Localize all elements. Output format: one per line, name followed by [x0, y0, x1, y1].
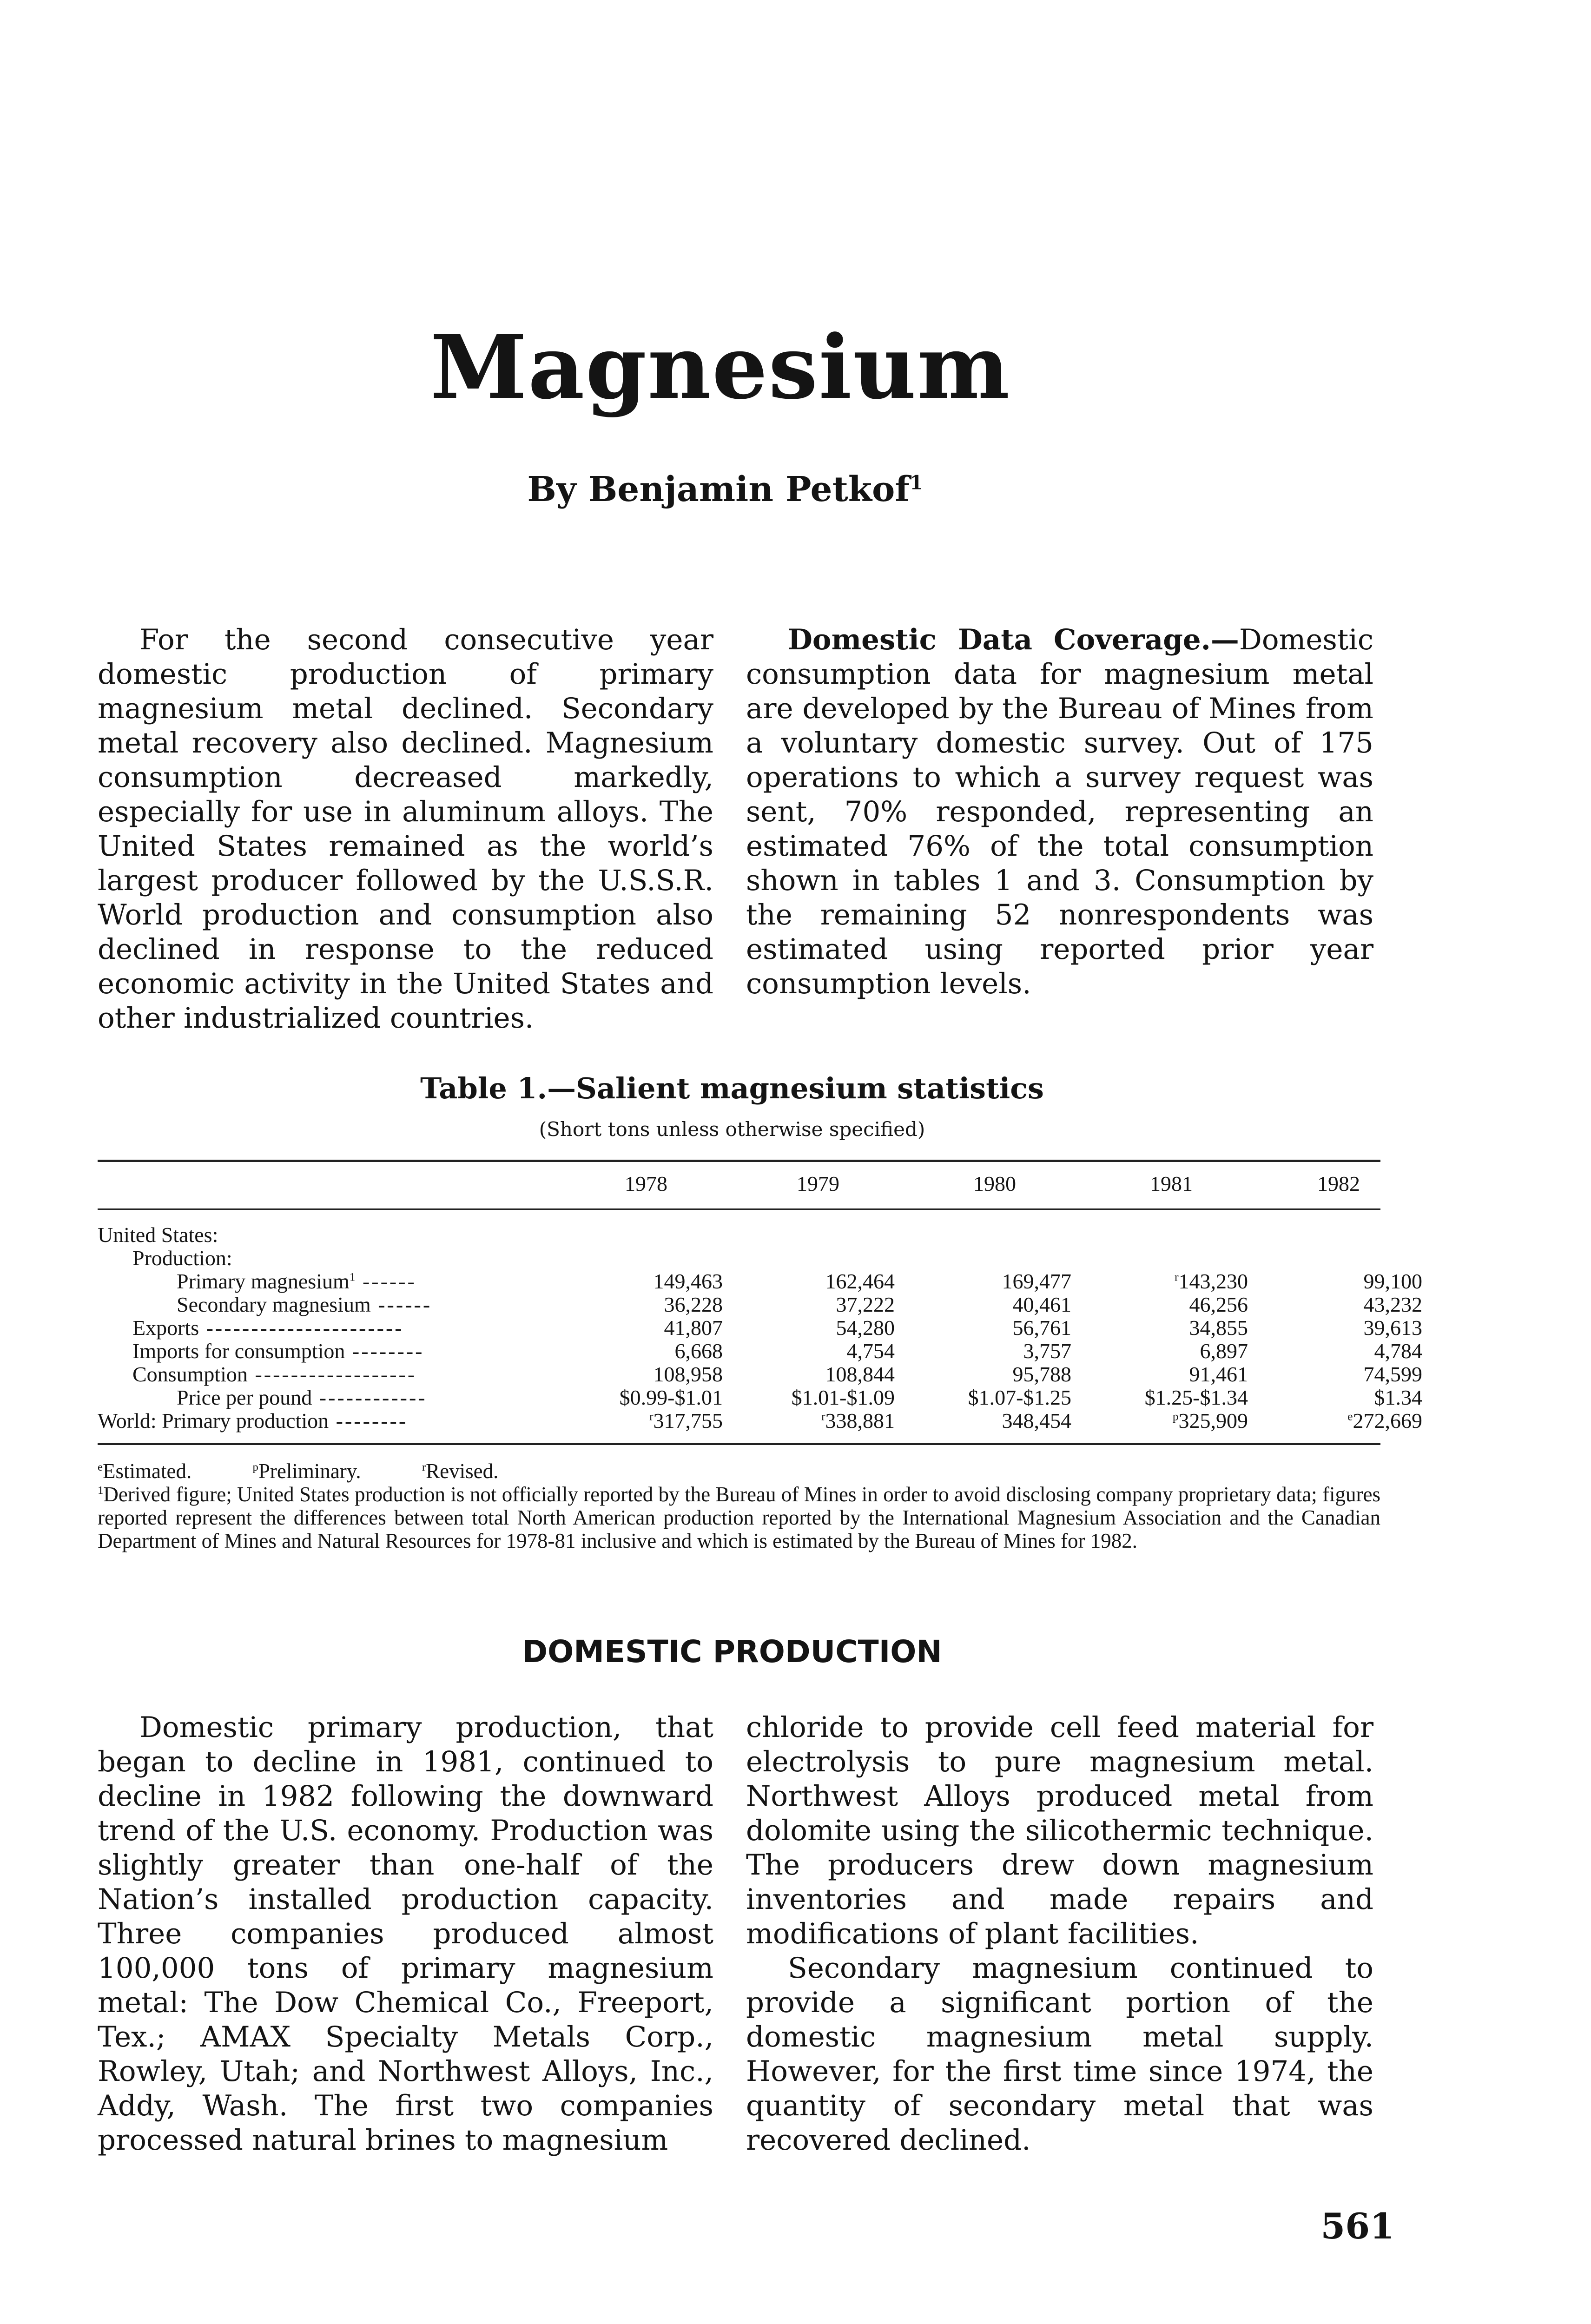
intro-column-left [98, 623, 713, 1036]
year-header-1979: 1979 [797, 1172, 839, 1195]
table-cell: $1.07-$1.25 [968, 1386, 1071, 1409]
table-cell: $1.34 [1374, 1386, 1422, 1409]
table-cell: $^e$272,669 [1347, 1409, 1422, 1433]
row-label-world-primary-production: World: Primary production -------- [98, 1409, 408, 1433]
table-top-rule [98, 1160, 1380, 1162]
production-paragraph-part2: chloride to provide cell feed material for electrolysis to pure magnesium metal. Northwest Alloys produced metal from dolomite using the silicothermic technique. The producers drew down magnesium inventories and made repairs and modifications of plant facilities. [746, 1711, 1373, 1950]
table-cell: $0.99-$1.01 [619, 1386, 723, 1409]
author-name: By Benjamin Petkof [527, 469, 910, 509]
year-header-1978: 1978 [625, 1172, 667, 1195]
author-footnote-mark: 1 [910, 471, 923, 494]
page-number: 561 [1320, 2205, 1394, 2247]
row-label-consumption: Consumption ------------------ [132, 1362, 417, 1386]
table-cell: 43,232 [1363, 1293, 1422, 1316]
table-legend [98, 1459, 1380, 1483]
group-label-united-states: United States: [98, 1223, 218, 1247]
table-cell: 54,280 [836, 1316, 895, 1340]
table-cell: 3,757 [1023, 1339, 1071, 1363]
table-cell: 4,754 [846, 1339, 895, 1363]
body-column-right [746, 1710, 1373, 2158]
intro-column-right [746, 623, 1373, 1001]
table-subtitle: (Short tons unless otherwise specified) [539, 1118, 925, 1141]
article-byline [0, 469, 1450, 509]
legend-estimated: $^e$Estimated. [98, 1459, 192, 1483]
table-cell: 41,807 [664, 1316, 723, 1340]
year-header-1980: 1980 [973, 1172, 1016, 1195]
row-label-price-per-pound: Price per pound ------------ [177, 1386, 427, 1409]
table-cell: 95,788 [1012, 1362, 1071, 1386]
table-title: Table 1.—Salient magnesium statistics [420, 1071, 1044, 1105]
legend-revised: $^r$Revised. [422, 1459, 499, 1483]
section-heading: DOMESTIC PRODUCTION [522, 1634, 942, 1670]
table-header-rule [98, 1208, 1380, 1210]
table-bottom-rule [98, 1443, 1380, 1445]
secondary-paragraph: Secondary magnesium continued to provide a significant portion of the domestic magnesium metal supply. However, for the first time since 1974, the quantity of secondary metal that was recovered declined. [746, 1952, 1373, 2157]
row-label-imports-for-consumption: Imports for consumption -------- [132, 1339, 424, 1363]
table-cell: $^r$338,881 [821, 1409, 895, 1433]
table-cell: 40,461 [1012, 1293, 1071, 1316]
table-cell: 6,668 [674, 1339, 723, 1363]
table-cell: $^r$143,230 [1175, 1269, 1248, 1293]
table-cell: 56,761 [1012, 1316, 1071, 1340]
table-cell: 36,228 [664, 1293, 723, 1316]
row-label-primary-magnesium: Primary magnesium$^1$ ------ [177, 1269, 416, 1293]
body-column-left [98, 1710, 713, 2158]
table-cell: 99,100 [1363, 1269, 1422, 1293]
table-cell: 108,958 [653, 1362, 723, 1386]
legend-preliminary: $^p$Preliminary. [252, 1459, 361, 1483]
table-cell: 39,613 [1363, 1316, 1422, 1340]
table-cell: 6,897 [1200, 1339, 1248, 1363]
data-coverage-paragraph [746, 623, 1373, 1001]
table-cell: 37,222 [836, 1293, 895, 1316]
table-cell: 91,461 [1189, 1362, 1248, 1386]
table-cell: 74,599 [1363, 1362, 1422, 1386]
data-coverage-heading: Domestic Data Coverage.— [788, 623, 1239, 656]
table-cell: $^r$317,755 [649, 1409, 723, 1433]
article-title: Magnesium [430, 316, 1011, 419]
data-coverage-text: Domestic consumption data for magnesium metal are developed by the Bureau of Mines from a voluntary domestic survey. Out of 175 operations to which a survey request was sent, 70% responded, representing an estimated 76% of the total consumption shown in tables 1 and 3. Consumption by the remaining 52 nonrespondents was estimated using reported prior year consumption levels. [746, 623, 1373, 1000]
intro-paragraph: For the second consecutive year domestic production of primary magnesium metal declined. Secondary metal recovery also declined. Magnesium consumption decreased markedly, especially for use in aluminum alloys. The United States remained as the world’s largest producer followed by the U.S.S.R. World production and consumption also declined in response to the reduced economic activity in the United States and other industrialized countries. [98, 623, 713, 1035]
production-paragraph-part1: Domestic primary production, that began to decline in 1981, continued to decline in 1982 following the downward trend of the U.S. economy. Production was slightly greater than one-half of the Nation’s installed production capacity. Three companies produced almost 100,000 tons of primary magnesium metal: The Dow Chemical Co., Freeport, Tex.; AMAX Specialty Metals Corp., Rowley, Utah; and Northwest Alloys, Inc., Addy, Wash. The first two companies processed natural brines to magnesium [98, 1711, 713, 2157]
table-cell: $1.25-$1.34 [1144, 1386, 1248, 1409]
table-footnote: $^1$Derived figure; United States production is not officially reported by the Bureau of Mines in order to avoid disclosing company proprietary data; figures reported represent the differences between total North American production reported by the International Magnesium Association and the Canadian Department of Mines and Natural Resources for 1978-81 inclusive and which is estimated by the Bureau of Mines for 1982. [98, 1483, 1380, 1552]
year-header-1982: 1982 [1317, 1172, 1360, 1195]
row-label-exports: Exports ---------------------- [132, 1316, 404, 1340]
table-cell: $1.01-$1.09 [791, 1386, 895, 1409]
table-cell: 34,855 [1189, 1316, 1248, 1340]
table-cell: 162,464 [825, 1269, 895, 1293]
table-cell: 4,784 [1374, 1339, 1422, 1363]
row-label-secondary-magnesium: Secondary magnesium ------ [177, 1293, 432, 1316]
table-cell: 169,477 [1002, 1269, 1071, 1293]
table-cell: 348,454 [1002, 1409, 1071, 1433]
table-cell: $^p$325,909 [1172, 1409, 1248, 1433]
table-notes [98, 1459, 1380, 1552]
year-header-1981: 1981 [1150, 1172, 1193, 1195]
group-label-production: Production: [132, 1246, 232, 1270]
table-cell: 46,256 [1189, 1293, 1248, 1316]
table-cell: 149,463 [653, 1269, 723, 1293]
table-cell: 108,844 [825, 1362, 895, 1386]
